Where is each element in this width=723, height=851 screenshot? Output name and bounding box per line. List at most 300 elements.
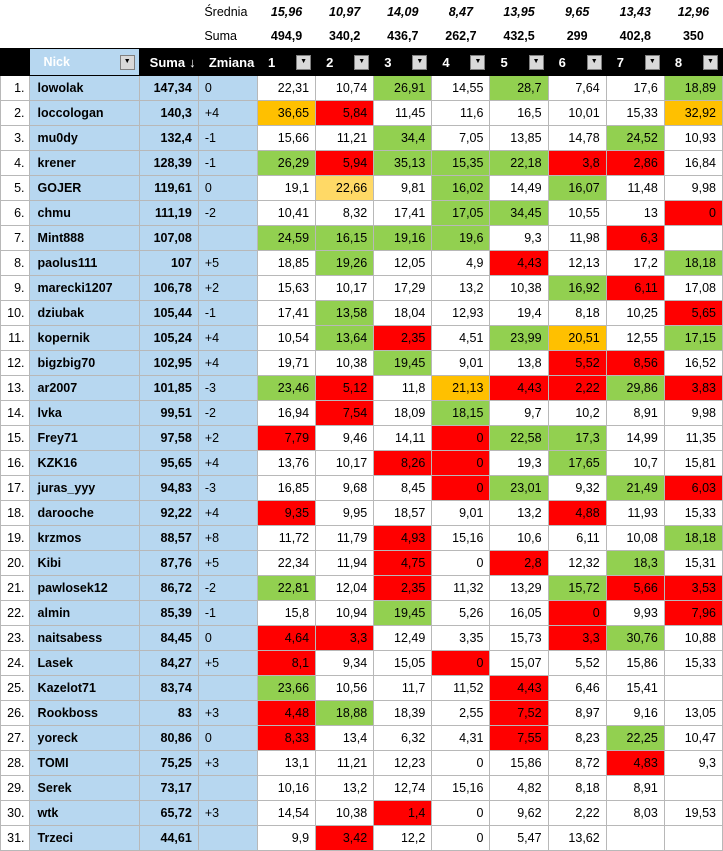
- filter-icon-round-2[interactable]: ▼: [354, 55, 369, 70]
- row-zmiana: -2: [198, 401, 257, 426]
- row-round-value-2: 9,34: [316, 651, 374, 676]
- row-round-value-1: 17,41: [257, 301, 315, 326]
- row-round-value-3: 15,05: [374, 651, 432, 676]
- table-row: [1, 676, 723, 701]
- row-rank: 24.: [1, 651, 30, 676]
- row-round-value-7: 8,91: [606, 401, 664, 426]
- row-round-value-2: 12,04: [316, 576, 374, 601]
- row-round-value-2: 10,94: [316, 601, 374, 626]
- round-header-label-5: 5: [500, 54, 508, 70]
- rank-header: [1, 49, 30, 76]
- row-round-value-4: 0: [432, 801, 490, 826]
- row-round-value-1: 8,1: [257, 651, 315, 676]
- suma-header-cell[interactable]: [139, 49, 198, 76]
- row-round-value-2: 3,3: [316, 626, 374, 651]
- row-round-value-4: 2,55: [432, 701, 490, 726]
- table-row: [1, 576, 723, 601]
- row-zmiana: 0: [198, 76, 257, 101]
- row-round-value-1: 13,1: [257, 751, 315, 776]
- row-round-value-4: 0: [432, 826, 490, 851]
- table-row: [1, 226, 723, 251]
- row-round-value-5: 4,43: [490, 376, 548, 401]
- row-rank: 7.: [1, 226, 30, 251]
- row-round-value-1: 16,85: [257, 476, 315, 501]
- round-header-label-2: 2: [326, 54, 334, 70]
- table-row: [1, 376, 723, 401]
- table-row: [1, 601, 723, 626]
- round-header-5[interactable]: [490, 49, 548, 76]
- row-round-value-7: 2,86: [606, 151, 664, 176]
- row-round-value-7: 13: [606, 201, 664, 226]
- row-round-value-4: 7,05: [432, 126, 490, 151]
- row-nick: lowolak: [29, 76, 139, 101]
- row-round-value-6: 16,07: [548, 176, 606, 201]
- row-round-value-1: 14,54: [257, 801, 315, 826]
- row-round-value-2: 10,74: [316, 76, 374, 101]
- row-round-value-3: 18,39: [374, 701, 432, 726]
- table-row: [1, 326, 723, 351]
- round-header-2[interactable]: [316, 49, 374, 76]
- row-round-value-1: 7,79: [257, 426, 315, 451]
- row-nick: Rookboss: [29, 701, 139, 726]
- row-round-value-1: 9,35: [257, 501, 315, 526]
- row-round-value-7: 22,25: [606, 726, 664, 751]
- row-round-value-8: 16,84: [664, 151, 722, 176]
- row-round-value-6: 15,72: [548, 576, 606, 601]
- spacer-cell: [139, 0, 198, 24]
- row-round-value-6: 17,65: [548, 451, 606, 476]
- row-round-value-2: 10,17: [316, 451, 374, 476]
- row-round-value-2: 10,38: [316, 801, 374, 826]
- row-round-value-6: 11,98: [548, 226, 606, 251]
- row-round-value-5: 28,7: [490, 76, 548, 101]
- row-round-value-8: 15,31: [664, 551, 722, 576]
- row-rank: 25.: [1, 676, 30, 701]
- row-round-value-2: 19,26: [316, 251, 374, 276]
- row-round-value-7: [606, 826, 664, 851]
- row-round-value-1: 13,76: [257, 451, 315, 476]
- row-suma: 105,24: [139, 326, 198, 351]
- row-round-value-2: 5,84: [316, 101, 374, 126]
- row-round-value-3: 12,2: [374, 826, 432, 851]
- row-round-value-5: 4,82: [490, 776, 548, 801]
- row-round-value-4: 21,13: [432, 376, 490, 401]
- row-nick: GOJER: [29, 176, 139, 201]
- round-header-4[interactable]: [432, 49, 490, 76]
- row-round-value-7: 10,7: [606, 451, 664, 476]
- row-round-value-8: 0: [664, 201, 722, 226]
- round-header-label-8: 8: [674, 54, 683, 70]
- row-suma: 128,39: [139, 151, 198, 176]
- row-suma: 95,65: [139, 451, 198, 476]
- row-nick: Trzeci: [29, 826, 139, 851]
- row-round-value-1: 4,48: [257, 701, 315, 726]
- row-round-value-8: 18,89: [664, 76, 722, 101]
- row-nick: krener: [29, 151, 139, 176]
- round-header-label-6: 6: [558, 54, 566, 70]
- row-round-value-1: 22,81: [257, 576, 315, 601]
- row-round-value-3: 8,45: [374, 476, 432, 501]
- row-zmiana: +2: [198, 426, 257, 451]
- row-round-value-6: 6,46: [548, 676, 606, 701]
- sum-round-4: 262,7: [432, 24, 490, 49]
- row-suma: 65,72: [139, 801, 198, 826]
- row-rank: 21.: [1, 576, 30, 601]
- row-round-value-6: 4,88: [548, 501, 606, 526]
- nick-header-cell[interactable]: [29, 49, 139, 76]
- row-round-value-6: 20,51: [548, 326, 606, 351]
- row-round-value-8: 6,03: [664, 476, 722, 501]
- row-nick: TOMI: [29, 751, 139, 776]
- row-suma: 106,78: [139, 276, 198, 301]
- row-round-value-8: 32,92: [664, 101, 722, 126]
- row-round-value-5: 2,8: [490, 551, 548, 576]
- row-round-value-2: 10,56: [316, 676, 374, 701]
- sum-label: Suma: [198, 24, 257, 49]
- filter-icon-round-6[interactable]: ▼: [587, 55, 602, 70]
- row-suma: 107,08: [139, 226, 198, 251]
- row-rank: 22.: [1, 601, 30, 626]
- row-zmiana: +4: [198, 501, 257, 526]
- row-round-value-1: 15,63: [257, 276, 315, 301]
- row-round-value-2: 11,94: [316, 551, 374, 576]
- round-header-6[interactable]: [548, 49, 606, 76]
- sum-round-1: 494,9: [257, 24, 315, 49]
- row-zmiana: -2: [198, 576, 257, 601]
- round-header-3[interactable]: [374, 49, 432, 76]
- row-nick: bigzbig70: [29, 351, 139, 376]
- row-round-value-5: 7,52: [490, 701, 548, 726]
- row-suma: 80,86: [139, 726, 198, 751]
- row-zmiana: 0: [198, 176, 257, 201]
- row-round-value-3: 19,45: [374, 601, 432, 626]
- row-round-value-7: 14,99: [606, 426, 664, 451]
- spacer-cell: [1, 24, 30, 49]
- row-suma: 105,44: [139, 301, 198, 326]
- row-zmiana: -1: [198, 126, 257, 151]
- row-round-value-1: 10,16: [257, 776, 315, 801]
- row-rank: 19.: [1, 526, 30, 551]
- row-round-value-3: 18,57: [374, 501, 432, 526]
- row-round-value-1: 36,65: [257, 101, 315, 126]
- row-suma: 102,95: [139, 351, 198, 376]
- row-round-value-5: 13,29: [490, 576, 548, 601]
- row-round-value-6: 8,97: [548, 701, 606, 726]
- spacer-cell: [29, 0, 139, 24]
- row-nick: chmu: [29, 201, 139, 226]
- round-header-8[interactable]: [664, 49, 722, 76]
- row-round-value-8: 16,52: [664, 351, 722, 376]
- zmiana-header-cell[interactable]: [198, 49, 257, 76]
- row-zmiana: +4: [198, 351, 257, 376]
- row-round-value-3: 9,81: [374, 176, 432, 201]
- row-round-value-7: 6,11: [606, 276, 664, 301]
- row-round-value-5: 15,73: [490, 626, 548, 651]
- row-round-value-6: 0: [548, 601, 606, 626]
- row-zmiana: +4: [198, 326, 257, 351]
- row-zmiana: +5: [198, 651, 257, 676]
- row-round-value-7: 11,48: [606, 176, 664, 201]
- table-row: [1, 251, 723, 276]
- row-round-value-2: 13,58: [316, 301, 374, 326]
- row-round-value-3: 12,23: [374, 751, 432, 776]
- row-suma: 94,83: [139, 476, 198, 501]
- row-suma: 111,19: [139, 201, 198, 226]
- row-round-value-8: 9,98: [664, 176, 722, 201]
- row-rank: 15.: [1, 426, 30, 451]
- filter-icon-round-8[interactable]: ▼: [703, 55, 718, 70]
- row-round-value-8: 9,3: [664, 751, 722, 776]
- sum-round-7: 402,8: [606, 24, 664, 49]
- row-round-value-4: 3,35: [432, 626, 490, 651]
- row-round-value-4: 0: [432, 751, 490, 776]
- row-round-value-1: 15,66: [257, 126, 315, 151]
- row-round-value-4: 17,05: [432, 201, 490, 226]
- row-round-value-7: 29,86: [606, 376, 664, 401]
- row-rank: 20.: [1, 551, 30, 576]
- row-zmiana: +5: [198, 551, 257, 576]
- row-zmiana: 0: [198, 726, 257, 751]
- row-round-value-5: 15,86: [490, 751, 548, 776]
- table-row: [1, 276, 723, 301]
- row-round-value-6: 3,3: [548, 626, 606, 651]
- row-round-value-3: 11,8: [374, 376, 432, 401]
- row-round-value-8: 17,08: [664, 276, 722, 301]
- row-round-value-7: 18,3: [606, 551, 664, 576]
- row-round-value-2: 16,15: [316, 226, 374, 251]
- table-row: [1, 126, 723, 151]
- row-round-value-3: 4,75: [374, 551, 432, 576]
- averages-row: [1, 0, 723, 24]
- row-nick: krzmos: [29, 526, 139, 551]
- row-round-value-7: 24,52: [606, 126, 664, 151]
- row-rank: 18.: [1, 501, 30, 526]
- filter-icon-round-5[interactable]: ▼: [529, 55, 544, 70]
- row-rank: 14.: [1, 401, 30, 426]
- row-round-value-4: 19,6: [432, 226, 490, 251]
- row-rank: 29.: [1, 776, 30, 801]
- row-round-value-2: 9,46: [316, 426, 374, 451]
- row-round-value-2: 9,68: [316, 476, 374, 501]
- row-zmiana: +8: [198, 526, 257, 551]
- table-body: [1, 76, 723, 851]
- row-round-value-2: 18,88: [316, 701, 374, 726]
- row-round-value-3: 35,13: [374, 151, 432, 176]
- row-round-value-1: 24,59: [257, 226, 315, 251]
- row-round-value-4: 11,32: [432, 576, 490, 601]
- row-suma: 83,74: [139, 676, 198, 701]
- row-round-value-5: 10,38: [490, 276, 548, 301]
- row-round-value-3: 4,93: [374, 526, 432, 551]
- filter-icon-round-7[interactable]: ▼: [645, 55, 660, 70]
- round-header-7[interactable]: [606, 49, 664, 76]
- average-round-2: 10,97: [316, 0, 374, 24]
- row-round-value-5: 13,85: [490, 126, 548, 151]
- row-round-value-2: 10,17: [316, 276, 374, 301]
- row-suma: 132,4: [139, 126, 198, 151]
- row-round-value-8: 18,18: [664, 251, 722, 276]
- row-round-value-1: 15,8: [257, 601, 315, 626]
- spacer-cell: [139, 24, 198, 49]
- filter-icon-round-1[interactable]: ▼: [296, 55, 311, 70]
- row-round-value-5: 23,01: [490, 476, 548, 501]
- row-zmiana: -1: [198, 301, 257, 326]
- row-nick: almin: [29, 601, 139, 626]
- row-zmiana: -2: [198, 201, 257, 226]
- row-round-value-1: 19,71: [257, 351, 315, 376]
- row-rank: 3.: [1, 126, 30, 151]
- row-round-value-4: 9,01: [432, 501, 490, 526]
- row-round-value-4: 4,51: [432, 326, 490, 351]
- row-round-value-6: 3,8: [548, 151, 606, 176]
- row-round-value-4: 14,55: [432, 76, 490, 101]
- row-nick: pawlosek12: [29, 576, 139, 601]
- table-row: [1, 751, 723, 776]
- row-suma: 85,39: [139, 601, 198, 626]
- average-round-7: 13,43: [606, 0, 664, 24]
- row-rank: 4.: [1, 151, 30, 176]
- row-rank: 26.: [1, 701, 30, 726]
- table-header-row: [1, 49, 723, 76]
- row-round-value-2: 3,42: [316, 826, 374, 851]
- row-nick: Frey71: [29, 426, 139, 451]
- table-row: [1, 826, 723, 851]
- row-round-value-2: 11,79: [316, 526, 374, 551]
- row-round-value-4: 11,52: [432, 676, 490, 701]
- row-suma: 92,22: [139, 501, 198, 526]
- sum-round-5: 432,5: [490, 24, 548, 49]
- row-nick: juras_yyy: [29, 476, 139, 501]
- row-round-value-6: 2,22: [548, 801, 606, 826]
- table-row: [1, 626, 723, 651]
- row-nick: dziubak: [29, 301, 139, 326]
- row-suma: 44,61: [139, 826, 198, 851]
- row-round-value-1: 22,34: [257, 551, 315, 576]
- row-round-value-6: 8,23: [548, 726, 606, 751]
- row-round-value-2: 13,2: [316, 776, 374, 801]
- row-round-value-8: 9,98: [664, 401, 722, 426]
- row-suma: 140,3: [139, 101, 198, 126]
- row-round-value-8: 15,81: [664, 451, 722, 476]
- row-rank: 17.: [1, 476, 30, 501]
- filter-icon-round-3[interactable]: ▼: [412, 55, 427, 70]
- row-round-value-4: 15,16: [432, 776, 490, 801]
- row-round-value-7: 17,2: [606, 251, 664, 276]
- row-round-value-5: 22,58: [490, 426, 548, 451]
- row-zmiana: +5: [198, 251, 257, 276]
- row-round-value-6: 14,78: [548, 126, 606, 151]
- round-header-label-1: 1: [267, 54, 276, 70]
- row-round-value-8: 11,35: [664, 426, 722, 451]
- table-row: [1, 426, 723, 451]
- row-round-value-4: 4,31: [432, 726, 490, 751]
- row-suma: 83: [139, 701, 198, 726]
- row-round-value-5: 10,6: [490, 526, 548, 551]
- row-round-value-7: 10,08: [606, 526, 664, 551]
- row-round-value-2: 9,95: [316, 501, 374, 526]
- row-zmiana: +4: [198, 451, 257, 476]
- row-rank: 11.: [1, 326, 30, 351]
- row-round-value-5: 7,55: [490, 726, 548, 751]
- row-round-value-4: 5,26: [432, 601, 490, 626]
- row-rank: 2.: [1, 101, 30, 126]
- table-row: [1, 501, 723, 526]
- row-suma: 75,25: [139, 751, 198, 776]
- table-row: [1, 801, 723, 826]
- row-nick: Mint888: [29, 226, 139, 251]
- table-row: [1, 551, 723, 576]
- nick-header-label: Nick: [43, 55, 70, 69]
- row-zmiana: [198, 676, 257, 701]
- row-rank: 1.: [1, 76, 30, 101]
- zmiana-header-label: Zmiana: [208, 54, 255, 70]
- row-nick: darooche: [29, 501, 139, 526]
- row-round-value-7: 4,83: [606, 751, 664, 776]
- row-round-value-6: 8,72: [548, 751, 606, 776]
- row-round-value-6: 5,52: [548, 351, 606, 376]
- row-nick: lvka: [29, 401, 139, 426]
- row-round-value-5: 9,62: [490, 801, 548, 826]
- row-round-value-4: 16,02: [432, 176, 490, 201]
- row-suma: 73,17: [139, 776, 198, 801]
- row-round-value-7: 30,76: [606, 626, 664, 651]
- row-round-value-6: 10,2: [548, 401, 606, 426]
- round-header-1[interactable]: [257, 49, 315, 76]
- row-round-value-1: 16,94: [257, 401, 315, 426]
- row-round-value-8: 15,33: [664, 651, 722, 676]
- row-suma: 99,51: [139, 401, 198, 426]
- row-round-value-6: 9,32: [548, 476, 606, 501]
- row-suma: 97,58: [139, 426, 198, 451]
- row-zmiana: -1: [198, 151, 257, 176]
- filter-icon-round-4[interactable]: ▼: [470, 55, 485, 70]
- average-label: Średnia: [198, 0, 257, 24]
- row-suma: 119,61: [139, 176, 198, 201]
- table-row: [1, 401, 723, 426]
- row-round-value-2: 7,54: [316, 401, 374, 426]
- row-round-value-5: 9,7: [490, 401, 548, 426]
- row-zmiana: -1: [198, 601, 257, 626]
- row-round-value-6: 10,55: [548, 201, 606, 226]
- row-round-value-8: 3,83: [664, 376, 722, 401]
- row-round-value-2: 11,21: [316, 126, 374, 151]
- row-round-value-7: 9,16: [606, 701, 664, 726]
- average-round-3: 14,09: [374, 0, 432, 24]
- average-round-8: 12,96: [664, 0, 722, 24]
- row-round-value-3: 17,29: [374, 276, 432, 301]
- row-round-value-1: 26,29: [257, 151, 315, 176]
- row-rank: 10.: [1, 301, 30, 326]
- filter-icon-nick[interactable]: ▼: [120, 55, 135, 70]
- table-row: [1, 451, 723, 476]
- round-header-label-7: 7: [616, 54, 624, 70]
- row-round-value-4: 4,9: [432, 251, 490, 276]
- row-round-value-7: 8,91: [606, 776, 664, 801]
- row-round-value-3: 12,49: [374, 626, 432, 651]
- row-round-value-5: 5,47: [490, 826, 548, 851]
- table-row: [1, 651, 723, 676]
- row-round-value-8: 10,93: [664, 126, 722, 151]
- row-round-value-3: 26,91: [374, 76, 432, 101]
- table-row: [1, 176, 723, 201]
- row-round-value-8: [664, 776, 722, 801]
- row-round-value-5: 14,49: [490, 176, 548, 201]
- row-round-value-6: 5,52: [548, 651, 606, 676]
- row-round-value-3: 6,32: [374, 726, 432, 751]
- row-round-value-3: 8,26: [374, 451, 432, 476]
- row-round-value-1: 23,66: [257, 676, 315, 701]
- row-round-value-7: 15,33: [606, 101, 664, 126]
